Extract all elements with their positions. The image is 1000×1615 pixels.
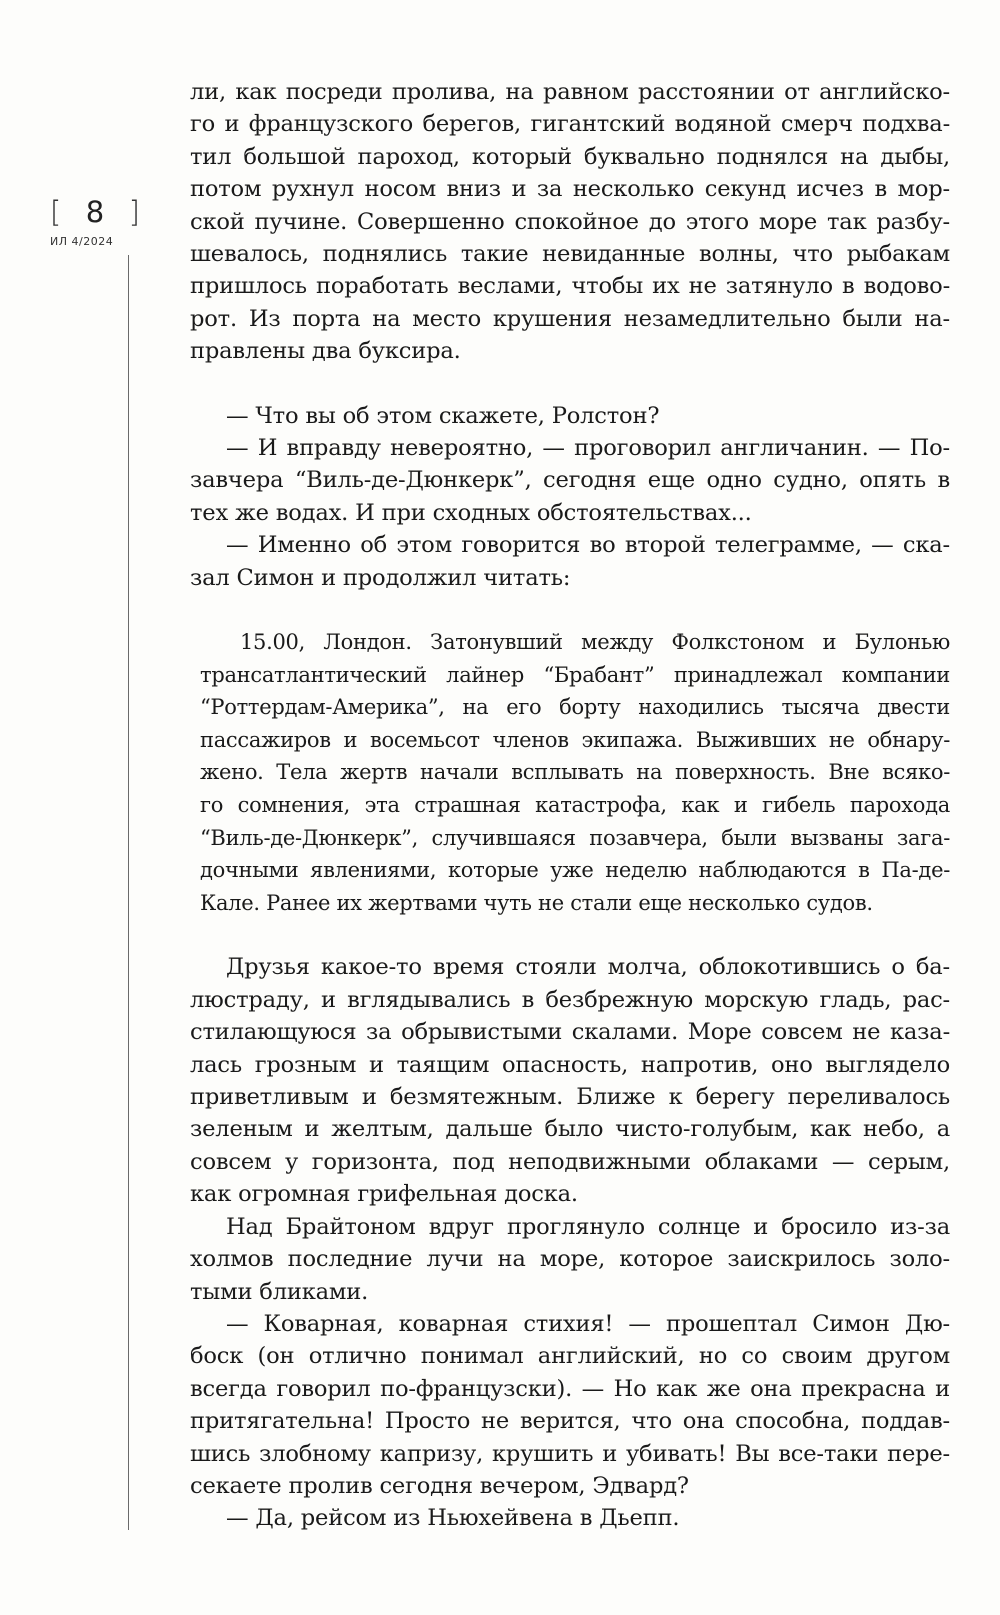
dialogue-line: [190, 1340, 950, 1372]
journal-issue-label: ИЛ 4/2024: [50, 235, 114, 248]
dialogue-line: [190, 1502, 950, 1534]
telegram-quote-line: [200, 887, 950, 920]
text-line: дочными явлениями, которые уже неделю наблюдаются в Па-де-: [200, 858, 950, 883]
text-line: боск (он отлично понимал английский, но со своим другом: [190, 1343, 950, 1370]
paragraph-line: [190, 1146, 950, 1178]
page-number: [50, 195, 142, 229]
paragraph-line: [190, 1049, 950, 1081]
text-line: тил большой пароход, который буквально поднялся на дыбы,: [190, 143, 950, 170]
text-line: люстраду, и вглядывались в безбрежную морскую гладь, рас-: [190, 986, 950, 1013]
text-line: — И вправду невероятно, — проговорил англичанин. — По-: [226, 435, 950, 462]
bracket-open: [: [50, 195, 64, 229]
text-line: пассажиров и восемьсот членов экипажа. Выживших не обнару-: [200, 727, 950, 752]
telegram-quote-line: [200, 756, 950, 789]
text-line: го и французского берегов, гигантский водяной смерч подхва-: [190, 111, 950, 138]
text-line: пришлось поработать веслами, чтобы их не затянуло в водово-: [190, 273, 950, 300]
text-line: всегда говорил по-французски). — Но как же она прекрасна и: [190, 1375, 950, 1402]
paragraph-line: [190, 1016, 950, 1048]
text-line: шевалось, поднялись такие невиданные волны, что рыбакам: [190, 241, 950, 268]
page-number-value: 8: [85, 195, 107, 229]
text-line: 15.00, Лондон. Затонувший между Фолкстоном и Булонью: [240, 630, 950, 655]
telegram-quote-line: [200, 724, 950, 757]
telegram-quote-line: [200, 854, 950, 887]
text-line: приветливым и безмятежным. Ближе к берегу переливалось: [190, 1084, 950, 1111]
telegram-quote-line: [200, 626, 950, 659]
dialogue-line: [190, 1438, 950, 1470]
dialogue-line: [190, 432, 950, 464]
text-line: трансатлантический лайнер “Брабант” принадлежал компании: [200, 662, 950, 687]
bracket-close: ]: [128, 195, 142, 229]
text-line: стилающуюся за обрывистыми скалами. Море совсем не каза-: [190, 1019, 950, 1046]
text-line: завчера “Виль-де-Дюнкерк”, сегодня еще одно судно, опять в: [190, 467, 950, 494]
paragraph-line: [190, 1243, 950, 1275]
paragraph-line: [190, 1211, 950, 1243]
body-text: [190, 76, 950, 1535]
paragraph-end: [190, 335, 950, 367]
telegram-quote-line: [200, 691, 950, 724]
text-line: — Что вы об этом скажете, Ролстон?: [226, 402, 660, 429]
text-line: “Роттердам-Америка”, на его борту находились тысяча двести: [200, 695, 950, 720]
text-line: как огромная грифельная доска.: [190, 1181, 578, 1208]
text-line: правлены два буксира.: [190, 338, 461, 365]
dialogue-line: [190, 1405, 950, 1437]
text-line: — Коварная, коварная стихия! — прошептал Симон Дю-: [226, 1310, 950, 1337]
dialogue-line: [190, 529, 950, 561]
dialogue-line: [190, 464, 950, 496]
paragraph-line: [190, 951, 950, 983]
paragraph-line: [190, 1113, 950, 1145]
margin-rule: [128, 255, 129, 1530]
dialogue-line: [190, 497, 950, 529]
dialogue-line: [190, 1373, 950, 1405]
telegram-quote-line: [200, 822, 950, 855]
text-line: зал Симон и продолжил читать:: [190, 564, 571, 591]
text-line: рот. Из порта на место крушения незамедлительно были на-: [190, 305, 950, 332]
page-margin: [50, 195, 142, 248]
dialogue-line: [190, 1308, 950, 1340]
text-line: “Виль-де-Дюнкерк”, случившаяся позавчера, были вызваны зага-: [200, 825, 950, 850]
text-line: жено. Тела жертв начали всплывать на поверхность. Вне всяко-: [200, 760, 950, 785]
dialogue-line: [190, 562, 950, 594]
text-line: потом рухнул носом вниз и за несколько секунд исчез в мор-: [190, 176, 950, 203]
text-line: тыми бликами.: [190, 1278, 369, 1305]
dialogue-line: [190, 400, 950, 432]
text-line: Над Брайтоном вдруг проглянуло солнце и бросило из-за: [226, 1213, 950, 1240]
telegram-quote-line: [200, 659, 950, 692]
text-line: зеленым и желтым, дальше было чисто-голубым, как небо, а: [190, 1116, 950, 1143]
text-line: шись злобному капризу, крушить и убивать! Вы все-таки пере-: [190, 1440, 950, 1467]
text-line: холмов последние лучи на море, которое заискрилось золо-: [190, 1246, 950, 1273]
text-line: секаете пролив сегодня вечером, Эдвард?: [190, 1472, 689, 1499]
text-line: ской пучине. Совершенно спокойное до этого море так разбу-: [190, 208, 950, 235]
text-line: Кале. Ранее их жертвами чуть не стали еще несколько судов.: [200, 890, 873, 915]
text-line: го сомнения, эта страшная катастрофа, как и гибель парохода: [200, 793, 950, 818]
telegram-quote-line: [200, 789, 950, 822]
text-line: — Именно об этом говорится во второй телеграмме, — ска-: [226, 532, 950, 559]
text-line: тех же водах. И при сходных обстоятельствах...: [190, 499, 752, 526]
dialogue-line: [190, 1470, 950, 1502]
text-line: притягательна! Просто не верится, что она способна, поддав-: [190, 1408, 950, 1435]
text-line: — Да, рейсом из Ньюхейвена в Дьепп.: [226, 1505, 680, 1532]
paragraph-line: [190, 984, 950, 1016]
text-line: Друзья какое-то время стояли молча, облокотившись о ба-: [226, 954, 950, 981]
text-line: совсем у горизонта, под неподвижными облаками — серым,: [190, 1148, 950, 1175]
paragraph-line: [190, 1081, 950, 1113]
paragraph-line: [190, 1276, 950, 1308]
text-line: ли, как посреди пролива, на равном расстоянии от английско-: [190, 79, 950, 105]
paragraph: [190, 76, 950, 335]
text-line: лась грозным и таящим опасность, напротив, оно выглядело: [190, 1051, 950, 1078]
paragraph-line: [190, 1178, 950, 1210]
